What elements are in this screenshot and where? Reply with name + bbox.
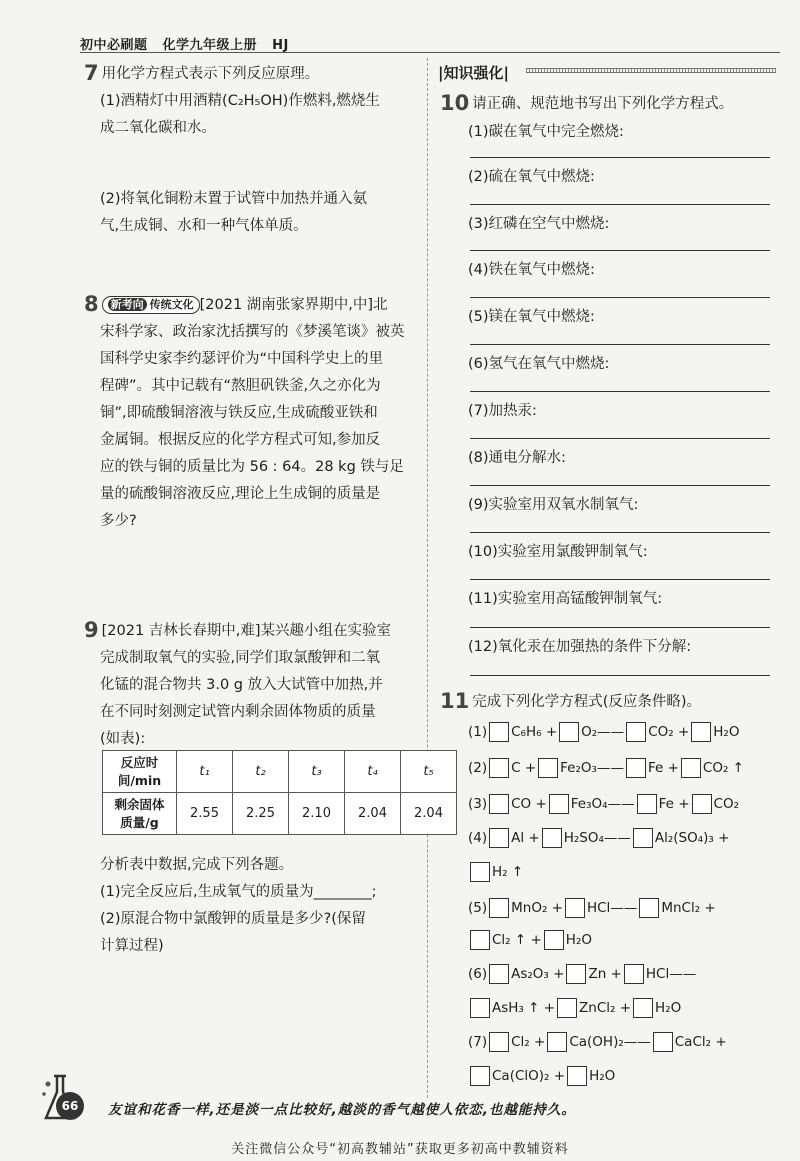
equation-row: (4) Al + H₂SO₄—— Al₂(SO₄)₃ +: [468, 830, 730, 846]
answer-line[interactable]: [470, 250, 770, 251]
coefficient-box[interactable]: [542, 828, 562, 848]
question-line: 完成制取氧气的实验,同学们取氯酸钾和二氧: [100, 650, 381, 666]
header-divider: [80, 52, 780, 53]
coefficient-box[interactable]: [470, 1066, 490, 1086]
coefficient-box[interactable]: [489, 964, 509, 984]
sub-question-1-cont: 成二氧化碳和水。: [100, 120, 216, 136]
question-number: 9: [84, 618, 99, 642]
equation-row: AsH₃ ↑ + ZnCl₂ + H₂O: [468, 998, 681, 1018]
answer-line[interactable]: [470, 675, 770, 676]
table-cell: 2.25: [233, 793, 289, 835]
question-text: 请正确、规范地书写出下列化学方程式。: [472, 96, 734, 112]
answer-line[interactable]: [470, 438, 770, 439]
coefficient-box[interactable]: [489, 1032, 509, 1052]
coefficient-box[interactable]: [692, 794, 712, 814]
answer-line[interactable]: [470, 485, 770, 486]
table-cell: 2.10: [289, 793, 345, 835]
equation-item: (2)硫在氧气中燃烧:: [468, 169, 595, 185]
coefficient-box[interactable]: [624, 964, 644, 984]
section-title-rule: [526, 68, 776, 73]
question-line: 在不同时刻测定试管内剩余固体物质的质量: [100, 704, 376, 720]
table-row: [103, 751, 457, 793]
equation-row: Cl₂ ↑ + H₂O: [468, 930, 592, 950]
book-title: 初中必刷题: [80, 38, 148, 53]
table-cell: 2.04: [401, 793, 457, 835]
table-row: [103, 793, 457, 835]
question-line: 宋科学家、政治家沈括撰写的《梦溪笔谈》被英: [100, 324, 405, 340]
coefficient-box[interactable]: [489, 758, 509, 778]
question-7-part-2: [100, 186, 420, 240]
new-trend-badge: 新考向: [108, 298, 147, 311]
task-line: 计算过程): [100, 938, 164, 954]
tag-label: 传统文化: [149, 298, 194, 311]
equation-row: (5) MnO₂ + HCl—— MnCl₂ +: [468, 900, 716, 916]
coefficient-box[interactable]: [633, 828, 653, 848]
equation-row: (6) As₂O₃ + Zn + HCl——: [468, 966, 697, 982]
table-cell: t₂: [233, 751, 289, 793]
data-table: [102, 750, 457, 835]
answer-line[interactable]: [470, 627, 770, 628]
equation-item: (5)镁在氧气中燃烧:: [468, 309, 595, 325]
question-7: [84, 60, 419, 142]
coefficient-box[interactable]: [547, 1032, 567, 1052]
coefficient-box[interactable]: [538, 758, 558, 778]
task-line: (1)完全反应后,生成氧气的质量为________;: [100, 884, 377, 900]
equation-item: (8)通电分解水:: [468, 450, 566, 466]
question-9: [84, 617, 419, 753]
equation-item: (9)实验室用双氧水制氧气:: [468, 497, 639, 513]
table-cell: t₅: [401, 751, 457, 793]
answer-line[interactable]: [470, 579, 770, 580]
table-cell: t₄: [345, 751, 401, 793]
table-cell: 2.55: [177, 793, 233, 835]
coefficient-box[interactable]: [557, 998, 577, 1018]
coefficient-box[interactable]: [470, 862, 490, 882]
equation-item: (4)铁在氧气中燃烧:: [468, 262, 595, 278]
equation-item: (12)氧化汞在加强热的条件下分解:: [468, 639, 692, 655]
edition-label: HJ: [272, 38, 289, 53]
question-line: [2021 吉林长春期中,难]某兴趣小组在实验室: [101, 623, 392, 639]
coefficient-box[interactable]: [489, 898, 509, 918]
watermark-notice: 关注微信公众号“初高教辅站”获取更多初高中教辅资料: [231, 1142, 569, 1157]
coefficient-box[interactable]: [489, 828, 509, 848]
sub-question-2: (2)将氧化铜粉末置于试管中加热并通入氨: [100, 191, 368, 207]
equation-item: (7)加热汞:: [468, 403, 537, 419]
coefficient-box[interactable]: [681, 758, 701, 778]
sub-question-1: (1)酒精灯中用酒精(C₂H₅OH)作燃料,燃烧生: [100, 93, 380, 109]
question-line: 金属铜。根据反应的化学方程式可知,参加反: [100, 432, 381, 448]
answer-line[interactable]: [470, 344, 770, 345]
table-header-cell: 剩余固体 质量/g: [103, 793, 177, 835]
answer-line[interactable]: [470, 297, 770, 298]
coefficient-box[interactable]: [626, 722, 646, 742]
topic-tag: [102, 296, 200, 314]
footer-quote: 友谊和花香一样,还是淡一点比较好,越淡的香气越使人依恋,也越能持久。: [108, 1102, 576, 1118]
question-text: 用化学方程式表示下列反应原理。: [101, 66, 320, 82]
coefficient-box[interactable]: [544, 930, 564, 950]
question-number: 11: [440, 689, 470, 713]
equation-row: (1) C₆H₆ + O₂—— CO₂ + H₂O: [468, 724, 740, 740]
question-line: 国科学史家李约瑟评价为“中国科学史上的里: [100, 351, 384, 367]
answer-line[interactable]: [470, 532, 770, 533]
question-line: (如表):: [100, 731, 146, 747]
table-cell: t₁: [177, 751, 233, 793]
question-11: [440, 688, 790, 716]
question-line: 量的硫酸铜溶液反应,理论上生成铜的质量是: [100, 486, 381, 502]
subject-title: 化学九年级上册: [162, 38, 258, 53]
equation-item: (11)实验室用高锰酸钾制氧气:: [468, 591, 663, 607]
equation-row: (2) C + Fe₂O₃—— Fe + CO₂ ↑: [468, 760, 744, 776]
question-number: 8: [84, 292, 99, 316]
table-cell: 2.04: [345, 793, 401, 835]
coefficient-box[interactable]: [691, 722, 711, 742]
question-line: 多少?: [100, 513, 137, 529]
question-line: 化锰的混合物共 3.0 g 放入大试管中加热,并: [100, 677, 383, 693]
answer-line[interactable]: [470, 204, 770, 205]
task-line: (2)原混合物中氯酸钾的质量是多少?(保留: [100, 911, 366, 927]
question-line: 铜”,即硫酸铜溶液与铁反应,生成硫酸亚铁和: [100, 405, 378, 421]
question-number: 10: [440, 91, 470, 115]
coefficient-box[interactable]: [559, 722, 579, 742]
question-line: 应的铁与铜的质量比为 56 : 64。28 kg 铁与足: [100, 459, 404, 475]
question-text: 完成下列化学方程式(反应条件略)。: [472, 694, 702, 710]
coefficient-box[interactable]: [565, 898, 585, 918]
equation-row: (7) Cl₂ + Ca(OH)₂—— CaCl₂ +: [468, 1034, 727, 1050]
coefficient-box[interactable]: [489, 794, 509, 814]
coefficient-box[interactable]: [637, 794, 657, 814]
equation-item: (6)氢气在氧气中燃烧:: [468, 356, 610, 372]
coefficient-box[interactable]: [489, 722, 509, 742]
running-header: [80, 34, 299, 53]
question-9-tasks: [100, 852, 425, 960]
task-line: 分析表中数据,完成下列各题。: [100, 857, 294, 873]
answer-line[interactable]: [470, 391, 770, 392]
coefficient-box[interactable]: [567, 1066, 587, 1086]
coefficient-box[interactable]: [626, 758, 646, 778]
equation-item: (1)碳在氧气中完全燃烧:: [468, 124, 624, 140]
question-8: [84, 291, 419, 535]
equation-row: H₂ ↑: [468, 862, 523, 882]
sub-question-2-cont: 气,生成铜、水和一种气体单质。: [100, 218, 308, 234]
equation-row: (3) CO + Fe₃O₄—— Fe + CO₂: [468, 796, 739, 812]
equation-row: Ca(ClO)₂ + H₂O: [468, 1066, 615, 1086]
section-title: |知识强化|: [438, 64, 509, 82]
coefficient-box[interactable]: [470, 930, 490, 950]
coefficient-box[interactable]: [470, 998, 490, 1018]
table-cell: t₃: [289, 751, 345, 793]
equation-item: (3)红磷在空气中燃烧:: [468, 216, 610, 232]
coefficient-box[interactable]: [549, 794, 569, 814]
table-header-cell: 反应时 间/min: [103, 751, 177, 793]
coefficient-box[interactable]: [639, 898, 659, 918]
question-10: [440, 90, 790, 118]
question-number: 7: [84, 61, 99, 85]
answer-line[interactable]: [470, 157, 770, 158]
coefficient-box[interactable]: [566, 964, 586, 984]
coefficient-box[interactable]: [633, 998, 653, 1018]
question-line: [2021 湖南张家界期中,中]北: [199, 297, 388, 313]
question-line: 程碑”。其中记载有“熬胆矾铁釜,久之亦化为: [100, 378, 381, 394]
equation-item: (10)实验室用氯酸钾制氧气:: [468, 544, 648, 560]
coefficient-box[interactable]: [653, 1032, 673, 1052]
page-number: 66: [56, 1092, 84, 1120]
column-divider: [427, 58, 428, 1098]
